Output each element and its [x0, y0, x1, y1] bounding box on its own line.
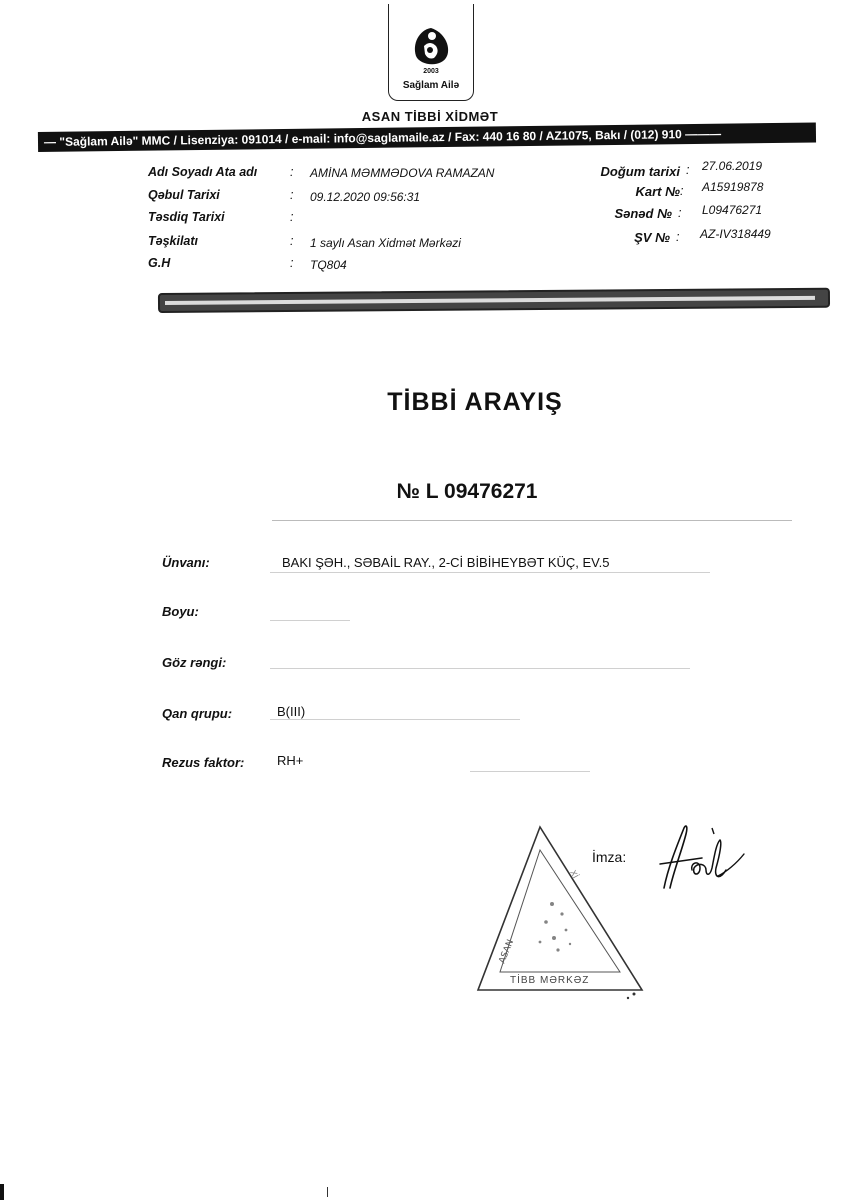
- sv-number-value: AZ-IV318449: [700, 227, 771, 241]
- document-title: TİBBİ ARAYIŞ: [387, 388, 563, 416]
- organization-label: Təşkilatı: [148, 234, 199, 248]
- reception-date-value: 09.12.2020 09:56:31: [310, 190, 421, 204]
- colon: :: [676, 230, 680, 244]
- colon: :: [290, 165, 294, 179]
- logo-name: Sağlam Ailə: [402, 80, 460, 91]
- blood-group-label: Qan qrupu:: [162, 706, 233, 721]
- colon: :: [290, 188, 294, 202]
- scan-tick-mark: [327, 1187, 328, 1197]
- sv-number-label: ŞV №: [634, 230, 670, 245]
- number-underline: [272, 520, 792, 521]
- address-line: [270, 572, 710, 573]
- birth-date-label: Doğum tarixi: [600, 164, 680, 179]
- birth-date-value: 27.06.2019: [702, 159, 763, 173]
- svg-text:ASAN: ASAN: [497, 938, 517, 966]
- colon: :: [290, 256, 294, 270]
- colon: :: [680, 184, 684, 198]
- address-label: Ünvanı:: [162, 555, 210, 570]
- scan-edge-mark: [0, 1184, 4, 1200]
- organization-value: 1 saylı Asan Xidmət Mərkəzi: [310, 236, 461, 250]
- eye-color-label: Göz rəngi:: [162, 655, 227, 670]
- rh-factor-value: RH+: [277, 753, 304, 768]
- document-number: № L 09476271: [396, 480, 538, 503]
- colon: :: [290, 234, 294, 248]
- blood-group-value: B(III): [277, 704, 306, 719]
- name-value: AMİNA MƏMMƏDOVA RAMAZAN: [310, 166, 495, 180]
- gh-value: TQ804: [310, 258, 347, 272]
- reception-date-label: Qəbul Tarixi: [148, 188, 220, 202]
- colon: :: [686, 163, 690, 177]
- approval-date-label: Təsdiq Tarixi: [148, 210, 225, 224]
- colon: :: [678, 206, 682, 220]
- logo-year: 2003: [423, 68, 439, 75]
- org-title: ASAN TİBBİ XİDMƏT: [361, 109, 499, 124]
- header-band-text: — "Sağlam Ailə" MMC / Lisenziya: 091014 / e-mail: info@saglamaile.az / Fax: 440 16 80 / AZ1075, Bakı / (012) 910 ———: [43, 126, 722, 149]
- colon: :: [290, 210, 294, 224]
- rh-factor-label: Rezus faktor:: [162, 755, 245, 770]
- height-line: [270, 620, 350, 621]
- stamp-text: TİBB MƏRKƏZ: [510, 975, 590, 986]
- document-number-value: L09476271: [702, 203, 763, 217]
- height-label: Boyu:: [162, 604, 199, 619]
- card-number-value: A15919878: [702, 180, 764, 194]
- eye-color-line: [270, 668, 690, 669]
- handwritten-signature-icon: [650, 818, 750, 898]
- address-value: BAKI ŞƏH., SƏBAİL RAY., 2-Cİ BİBİHEYBƏT KÜÇ, EV.5: [282, 555, 610, 570]
- blood-group-line: [270, 719, 520, 720]
- card-number-label: Kart №: [635, 184, 680, 199]
- name-label: Adı Soyadı Ata adı: [148, 165, 258, 179]
- document-number-label: Sənəd №: [614, 206, 672, 221]
- svg-text:Xİ: Xİ: [568, 868, 580, 880]
- family-logo-icon: [410, 24, 452, 70]
- gh-label: G.H: [148, 256, 171, 270]
- signature-label: İmza:: [592, 849, 627, 865]
- rh-factor-line: [470, 771, 590, 772]
